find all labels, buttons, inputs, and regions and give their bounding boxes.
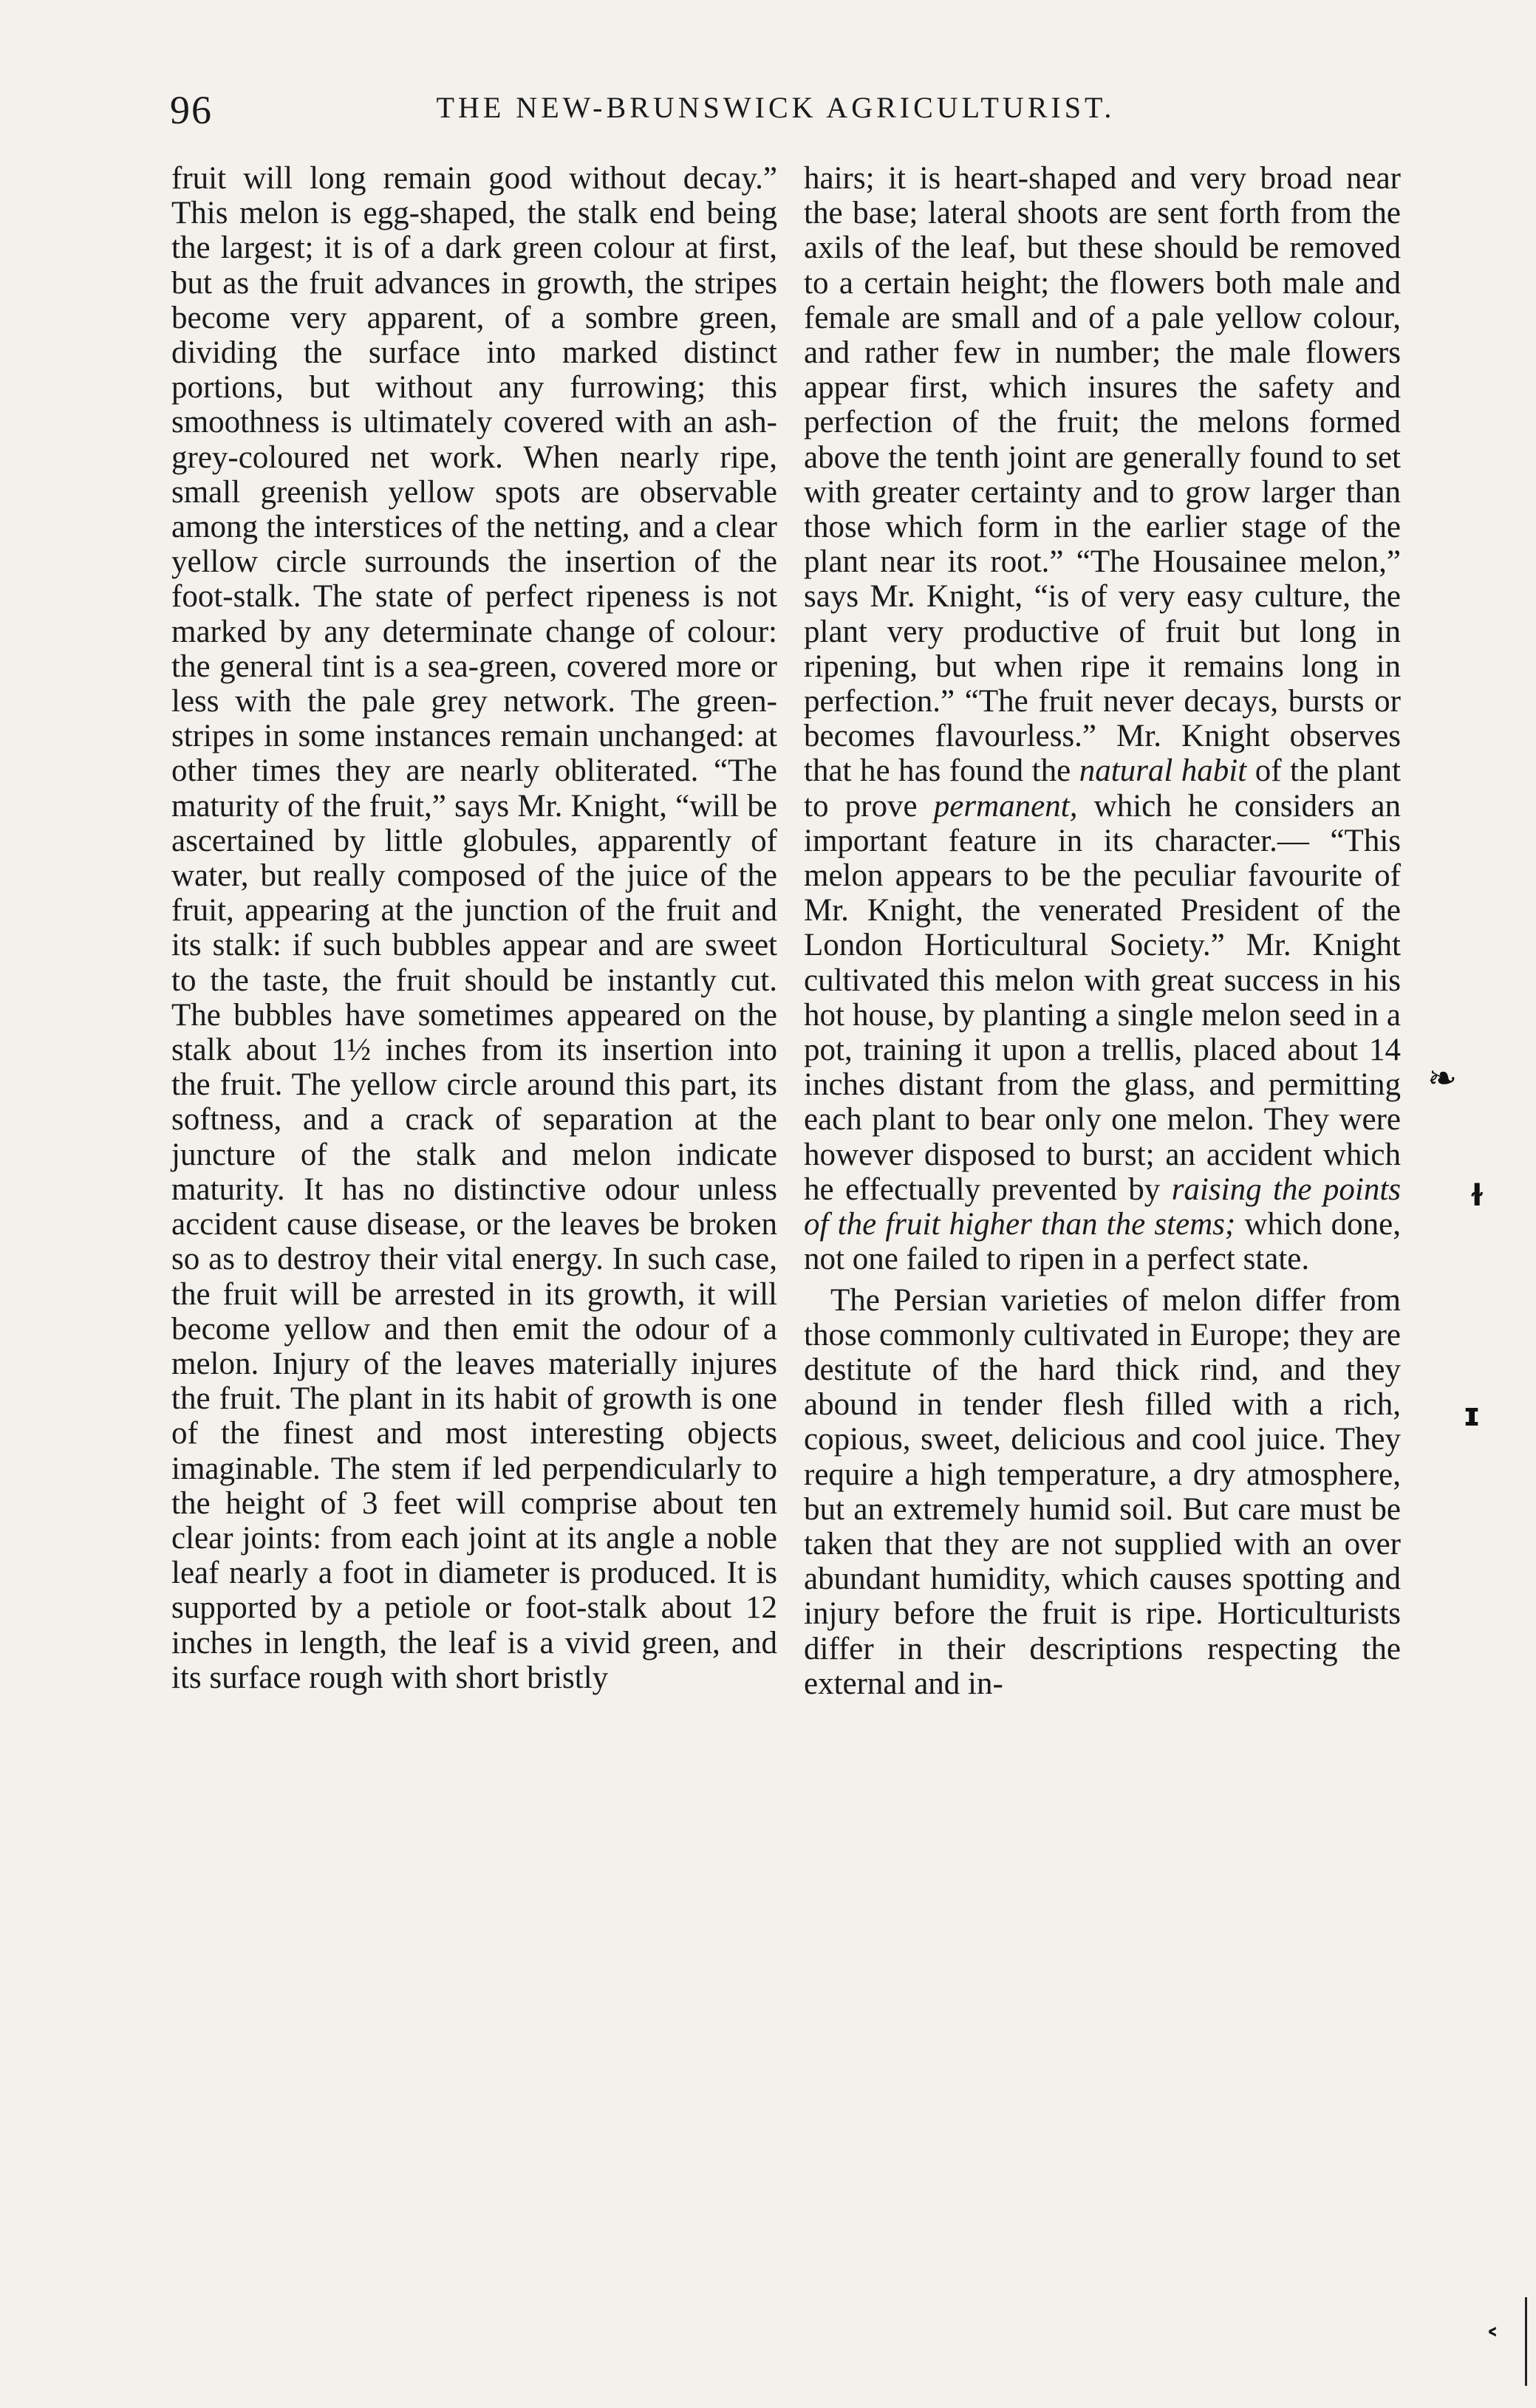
text-run: which done, not one failed to ripen in a perfect state. [804, 1207, 1402, 1277]
margin-blot-mark: ˂ [1485, 2325, 1500, 2359]
left-paragraph: fruit will long remain good without decay.” This melon is egg-shaped, the stalk end being the largest; it is of a dark green colour at first, but as the fruit advances in growth, the stripes become very apparent, of a sombre green, dividing the surface into marked distinct portions, but without any furrowing; this smoothness is ultimately covered with an ash-grey-coloured net work. When nearly ripe, small greenish yellow spots are observable among the interstices of the netting, and a clear yellow circle surrounds the insertion of the foot-stalk. The state of perfect ripeness is not marked by any determinate change of colour: the general tint is a sea-green, covered more or less with the pale grey network. The green-stripes in some instances remain unchanged: at other times they are nearly obliterated. “The maturity of the fruit,” says Mr. Knight, “will be ascertained by little globules, apparently of water, but really composed of the juice of the fruit, appearing at the junction of the fruit and its stalk: if such bubbles appear and are sweet to the taste, the fruit should be instantly cut. The bubbles have sometimes appeared on the stalk about 1½ inches from its insertion into the fruit. The yellow circle around this part, its softness, and a crack of separation at the juncture of the stalk and melon indicate maturity. It has no distinctive odour unless accident cause disease, or the leaves be broken so as to destroy their vital energy. In such case, the fruit will be arrested in its growth, it will become yellow and then emit the odour of a melon. Injury of the leaves materially injures the fruit. The plant in its habit of growth is one of the finest and most interesting objects imaginable. The stem if led perpendicularly to the height of 3 feet will comprise about ten clear joints: from each joint at its angle a noble leaf nearly a foot in diameter is produced. It is supported by a petiole or foot-stalk about 12 inches in length, the leaf is a vivid green, and its surface rough with short bristly [171, 161, 777, 1695]
italic-phrase: permanent, [933, 788, 1078, 824]
text-run: hairs; it is heart-shaped and very broad near the base; lateral shoots are sent forth from the axils of the leaf, but these should be removed to a certain height; the flowers both male and female are small and of a pale yellow colour, and rather few in number; the male flowers appear first, which insures the safety and perfection of the fruit; the melons formed above the tenth joint are generally found to set with greater certainty and to grow larger than those which form in the earlier stage of the plant near its root.” “The Housainee melon,” says Mr. Knight, “is of very easy culture, the plant very productive of fruit but long in ripening, but when ripe it remains long in perfection.” “The fruit never decays, bursts or becomes flavourless.” Mr. Knight observes that he has found the [804, 161, 1401, 789]
page-edge-line [1525, 2297, 1527, 2386]
right-paragraph-2: The Persian varieties of melon differ from those commonly cultivated in Europe; they are destitute of the hard thick rind, and they abound in tender flesh filled with a rich, copious, sweet, delicious and cool juice. They require a high temperature, a dry atmosphere, but an extremely humid soil. But care must be taken that they are not supplied with an over abundant humidity, which causes spotting and injury before the fruit is ripe. Horticulturists differ in their descriptions respecting the external and in- [804, 1282, 1401, 1701]
margin-blot-mark: ɫ [1469, 1179, 1486, 1213]
italic-phrase: raising the points of the fruit higher than the stems; [804, 1171, 1401, 1242]
text-run: of the plant to prove [804, 753, 1402, 824]
margin-blot-mark: ❧ [1427, 1058, 1458, 1099]
page-header [170, 87, 1382, 146]
running-title: THE NEW-BRUNSWICK AGRICULTURIST. [436, 91, 1116, 124]
text-run: which he considers an important feature in its character.— “This melon appears to be the peculiar favourite of Mr. Knight, the venerated President of the London Horticultural Society.” Mr. Knight cultivated this melon with great success in his hot house, by planting a single melon seed in a pot, training it upon a trellis, placed about 14 inches distant from the glass, and permitting each plant to bear only one melon. They were however disposed to burst; an accident which he effectually prevented by [804, 788, 1401, 1207]
left-column [171, 161, 777, 1695]
italic-phrase: natural habit [1079, 753, 1247, 789]
margin-blot-mark: ɪ [1463, 1396, 1481, 1434]
page-number: 96 [170, 88, 213, 132]
right-paragraph-1 [804, 161, 1401, 1277]
right-column [804, 161, 1401, 1701]
